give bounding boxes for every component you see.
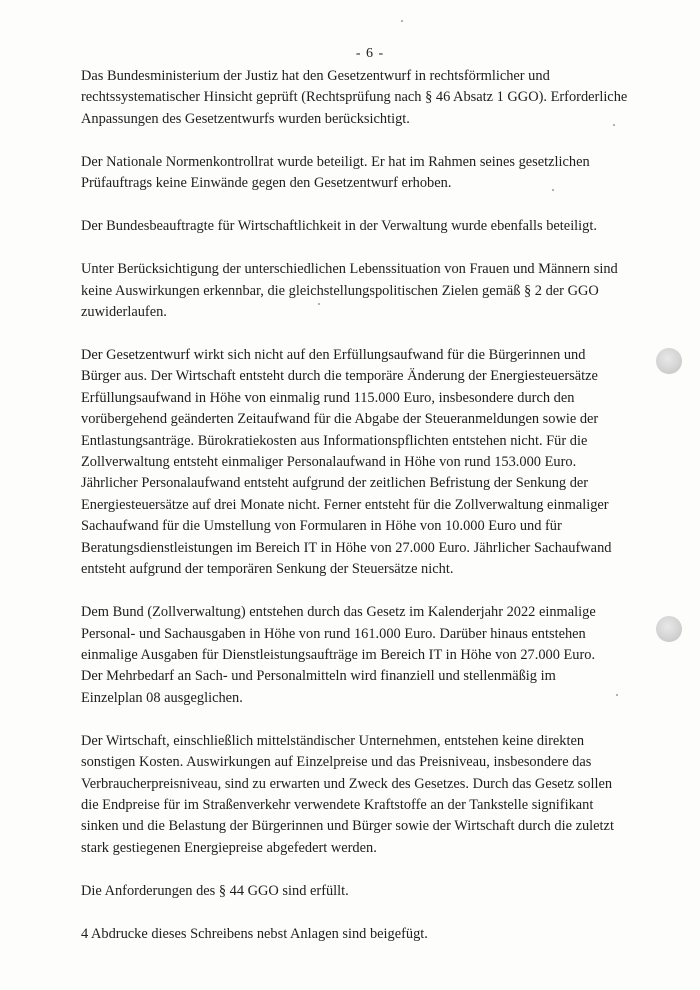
text-line: Prüfauftrags keine Einwände gegen den Gesetzentwurf erhoben. (81, 175, 452, 192)
text-line: Bürger aus. Der Wirtschaft entsteht durch die temporäre Änderung der Energiesteuersätze (81, 368, 598, 385)
text-line: Erfüllungsaufwand in Höhe von einmalig rund 115.000 Euro, insbesondere durch den (81, 389, 575, 406)
text-line: stark gestiegenen Energiepreise abgefedert werden. (81, 839, 377, 856)
punch-hole-lower (656, 616, 682, 642)
text-line: Personal- und Sachausgaben in Höhe von rund 161.000 Euro. Darüber hinaus entstehen (81, 625, 586, 642)
text-line: Der Bundesbeauftragte für Wirtschaftlichkeit in der Verwaltung wurde ebenfalls beteiligt. (81, 218, 597, 235)
text-line: Der Mehrbedarf an Sach- und Personalmitteln wird finanziell und stellenmäßig im (81, 668, 556, 685)
paragraph-9 (81, 924, 641, 945)
text-line: Unter Berücksichtigung der unterschiedlichen Lebenssituation von Frauen und Männern sind (81, 261, 618, 278)
text-line: vorübergehend geänderten Zeitaufwand für die Abgabe der Steueranmeldungen sowie der (81, 411, 599, 428)
text-line: die Endpreise für im Straßenverkehr verwendete Kraftstoffe an der Tankstelle signifikant (81, 796, 594, 813)
scan-speck (616, 694, 618, 696)
paragraph-6 (81, 602, 641, 709)
text-line: Energiesteuersätze auf drei Monate nicht. Ferner entsteht für die Zollverwaltung einmaliger (81, 496, 609, 513)
text-line: sinken und die Belastung der Bürgerinnen und Bürger sowie der Wirtschaft durch die zuletzt (81, 818, 614, 835)
page-number: - 6 - (355, 46, 385, 61)
text-line: Verbraucherpreisniveau, sind zu erwarten und Zweck des Gesetzes. Durch das Gesetz sollen (81, 775, 613, 792)
text-line: Der Wirtschaft, einschließlich mittelständischer Unternehmen, entstehen keine direkten (81, 732, 585, 749)
paragraph-7 (81, 731, 641, 859)
text-line: Der Gesetzentwurf wirkt sich nicht auf den Erfüllungsaufwand für die Bürgerinnen und (81, 347, 586, 364)
text-line: 4 Abdrucke dieses Schreibens nebst Anlagen sind beigefügt. (81, 925, 428, 942)
text-line: Der Nationale Normenkontrollrat wurde beteiligt. Er hat im Rahmen seines gesetzlichen (81, 153, 590, 170)
text-line: keine Auswirkungen erkennbar, die gleichstellungspolitischen Zielen gemäß § 2 der GGO (81, 282, 599, 299)
text-line: Das Bundesministerium der Justiz hat den Gesetzentwurf in rechtsförmlicher und (81, 68, 550, 84)
text-line: Anpassungen des Gesetzentwurfs wurden berücksichtigt. (81, 110, 410, 127)
punch-hole-upper (656, 348, 682, 374)
text-line: Jährlicher Personalaufwand entsteht aufgrund der zeitlichen Befristung der Senkung der (81, 475, 589, 492)
scan-speck (613, 124, 615, 126)
scan-speck (552, 189, 554, 191)
paragraph-2 (81, 152, 641, 195)
text-line: Zollverwaltung entsteht einmaliger Personalaufwand in Höhe von rund 153.000 Euro. (81, 454, 577, 471)
paragraph-8 (81, 881, 641, 902)
text-line: Beratungsdienstleistungen im Bereich IT in Höhe von 27.000 Euro. Jährlicher Sachaufwand (81, 539, 612, 556)
text-line: Dem Bund (Zollverwaltung) entstehen durch das Gesetz im Kalenderjahr 2022 einmalige (81, 604, 596, 621)
text-line: Die Anforderungen des § 44 GGO sind erfüllt. (81, 882, 349, 899)
paragraph-1 (81, 66, 641, 130)
text-line: zuwiderlaufen. (81, 304, 167, 321)
paragraph-4 (81, 259, 641, 323)
text-line: entsteht aufgrund der temporären Senkung der Steuersätze nicht. (81, 561, 454, 578)
text-line: einmalige Ausgaben für Dienstleistungsaufträge im Bereich IT in Höhe von 27.000 Euro. (81, 646, 596, 663)
scan-speck (318, 303, 320, 305)
document-body (81, 66, 641, 967)
text-line: Entlastungsanträge. Bürokratiekosten aus Informationspflichten entstehen nicht. Für die (81, 432, 588, 449)
text-line: Sachaufwand für die Umstellung von Formularen in Höhe von 10.000 Euro und für (81, 518, 562, 535)
text-line: Einzelplan 08 ausgeglichen. (81, 689, 243, 706)
text-line: rechtssystematischer Hinsicht geprüft (Rechtsprüfung nach § 46 Absatz 1 GGO). Erforderliche (81, 89, 628, 106)
paragraph-3 (81, 216, 641, 237)
paragraph-5 (81, 345, 641, 580)
text-line: sonstigen Kosten. Auswirkungen auf Einzelpreise und das Preisniveau, insbesondere das (81, 754, 592, 771)
scan-speck (401, 20, 403, 22)
